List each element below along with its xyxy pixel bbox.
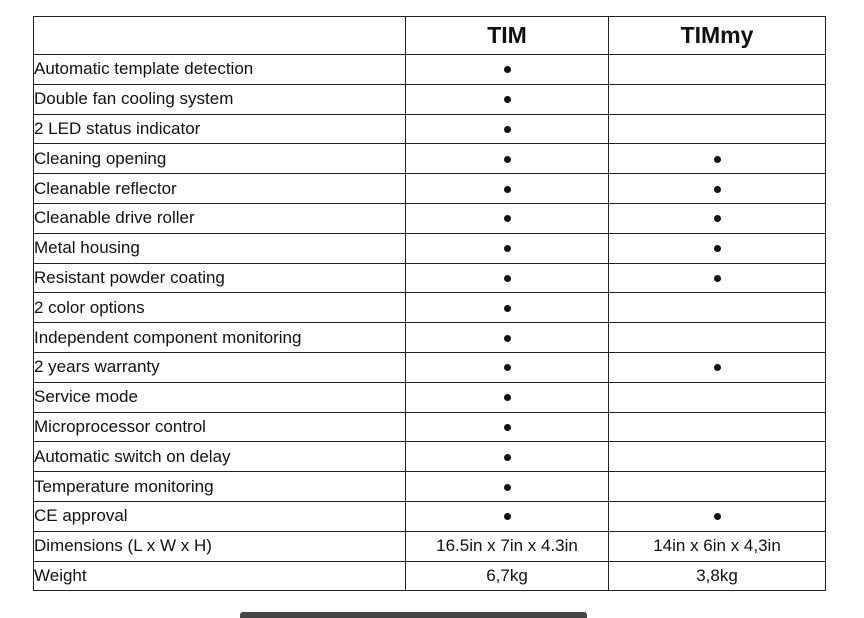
bullet-dot-icon — [504, 126, 511, 133]
bullet-dot-icon — [504, 454, 511, 461]
feature-label: Cleanable reflector — [34, 174, 406, 204]
feature-label: 2 LED status indicator — [34, 114, 406, 144]
table-row — [34, 55, 826, 85]
feature-label: Independent component monitoring — [34, 323, 406, 353]
bullet-dot-icon — [504, 513, 511, 520]
bullet-dot-icon — [714, 245, 721, 252]
table-row — [34, 293, 826, 323]
table-row — [34, 144, 826, 174]
bullet-dot-icon — [714, 513, 721, 520]
tim-feature-cell — [406, 442, 609, 472]
feature-label: Dimensions (L x W x H) — [34, 531, 406, 561]
timmy-feature-cell — [609, 203, 826, 233]
table-row — [34, 263, 826, 293]
tim-value: 16.5in x 7in x 4.3in — [406, 531, 609, 561]
bullet-dot-icon — [504, 275, 511, 282]
table-row — [34, 114, 826, 144]
bullet-dot-icon — [504, 66, 511, 73]
table-row — [34, 561, 826, 591]
bullet-dot-icon — [714, 186, 721, 193]
timmy-empty-cell — [609, 293, 826, 323]
comparison-table — [33, 16, 826, 591]
table-row — [34, 84, 826, 114]
bullet-dot-icon — [714, 275, 721, 282]
header-timmy: TIMmy — [609, 17, 826, 55]
feature-label: Weight — [34, 561, 406, 591]
header-row — [34, 17, 826, 55]
feature-label: Automatic switch on delay — [34, 442, 406, 472]
table-row — [34, 203, 826, 233]
timmy-feature-cell — [609, 144, 826, 174]
tim-feature-cell — [406, 382, 609, 412]
tim-feature-cell — [406, 472, 609, 502]
timmy-empty-cell — [609, 84, 826, 114]
tim-value: 6,7kg — [406, 561, 609, 591]
bullet-dot-icon — [504, 335, 511, 342]
timmy-empty-cell — [609, 323, 826, 353]
feature-label: Cleanable drive roller — [34, 203, 406, 233]
tim-feature-cell — [406, 263, 609, 293]
feature-label: Cleaning opening — [34, 144, 406, 174]
tim-feature-cell — [406, 412, 609, 442]
table-row — [34, 412, 826, 442]
timmy-feature-cell — [609, 233, 826, 263]
bullet-dot-icon — [714, 364, 721, 371]
bullet-dot-icon — [504, 186, 511, 193]
timmy-empty-cell — [609, 114, 826, 144]
tim-feature-cell — [406, 233, 609, 263]
table-row — [34, 472, 826, 502]
timmy-empty-cell — [609, 382, 826, 412]
timmy-feature-cell — [609, 174, 826, 204]
table-row — [34, 382, 826, 412]
tim-feature-cell — [406, 352, 609, 382]
feature-label: Temperature monitoring — [34, 472, 406, 502]
feature-label: Service mode — [34, 382, 406, 412]
table-row — [34, 442, 826, 472]
timmy-value: 3,8kg — [609, 561, 826, 591]
table-row — [34, 233, 826, 263]
table-row — [34, 323, 826, 353]
bullet-dot-icon — [504, 245, 511, 252]
bullet-dot-icon — [504, 305, 511, 312]
bullet-dot-icon — [714, 156, 721, 163]
bullet-dot-icon — [504, 156, 511, 163]
tim-feature-cell — [406, 293, 609, 323]
bullet-dot-icon — [504, 484, 511, 491]
scrollbar[interactable] — [240, 612, 587, 618]
tim-feature-cell — [406, 55, 609, 85]
timmy-empty-cell — [609, 442, 826, 472]
bullet-dot-icon — [504, 394, 511, 401]
table-body — [34, 55, 826, 591]
feature-label: 2 years warranty — [34, 352, 406, 382]
feature-label: Double fan cooling system — [34, 84, 406, 114]
table-row — [34, 352, 826, 382]
feature-label: Automatic template detection — [34, 55, 406, 85]
feature-label: 2 color options — [34, 293, 406, 323]
tim-feature-cell — [406, 323, 609, 353]
bullet-dot-icon — [504, 96, 511, 103]
header-blank-cell — [34, 17, 406, 55]
tim-feature-cell — [406, 501, 609, 531]
bullet-dot-icon — [504, 215, 511, 222]
bullet-dot-icon — [714, 215, 721, 222]
timmy-empty-cell — [609, 412, 826, 442]
timmy-feature-cell — [609, 352, 826, 382]
feature-label: CE approval — [34, 501, 406, 531]
tim-feature-cell — [406, 144, 609, 174]
feature-label: Metal housing — [34, 233, 406, 263]
tim-feature-cell — [406, 174, 609, 204]
bullet-dot-icon — [504, 424, 511, 431]
timmy-empty-cell — [609, 55, 826, 85]
feature-label: Microprocessor control — [34, 412, 406, 442]
tim-feature-cell — [406, 84, 609, 114]
timmy-empty-cell — [609, 472, 826, 502]
table-row — [34, 174, 826, 204]
feature-label: Resistant powder coating — [34, 263, 406, 293]
table-row — [34, 531, 826, 561]
bullet-dot-icon — [504, 364, 511, 371]
timmy-feature-cell — [609, 263, 826, 293]
timmy-feature-cell — [609, 501, 826, 531]
tim-feature-cell — [406, 203, 609, 233]
header-tim: TIM — [406, 17, 609, 55]
table-row — [34, 501, 826, 531]
timmy-value: 14in x 6in x 4,3in — [609, 531, 826, 561]
tim-feature-cell — [406, 114, 609, 144]
